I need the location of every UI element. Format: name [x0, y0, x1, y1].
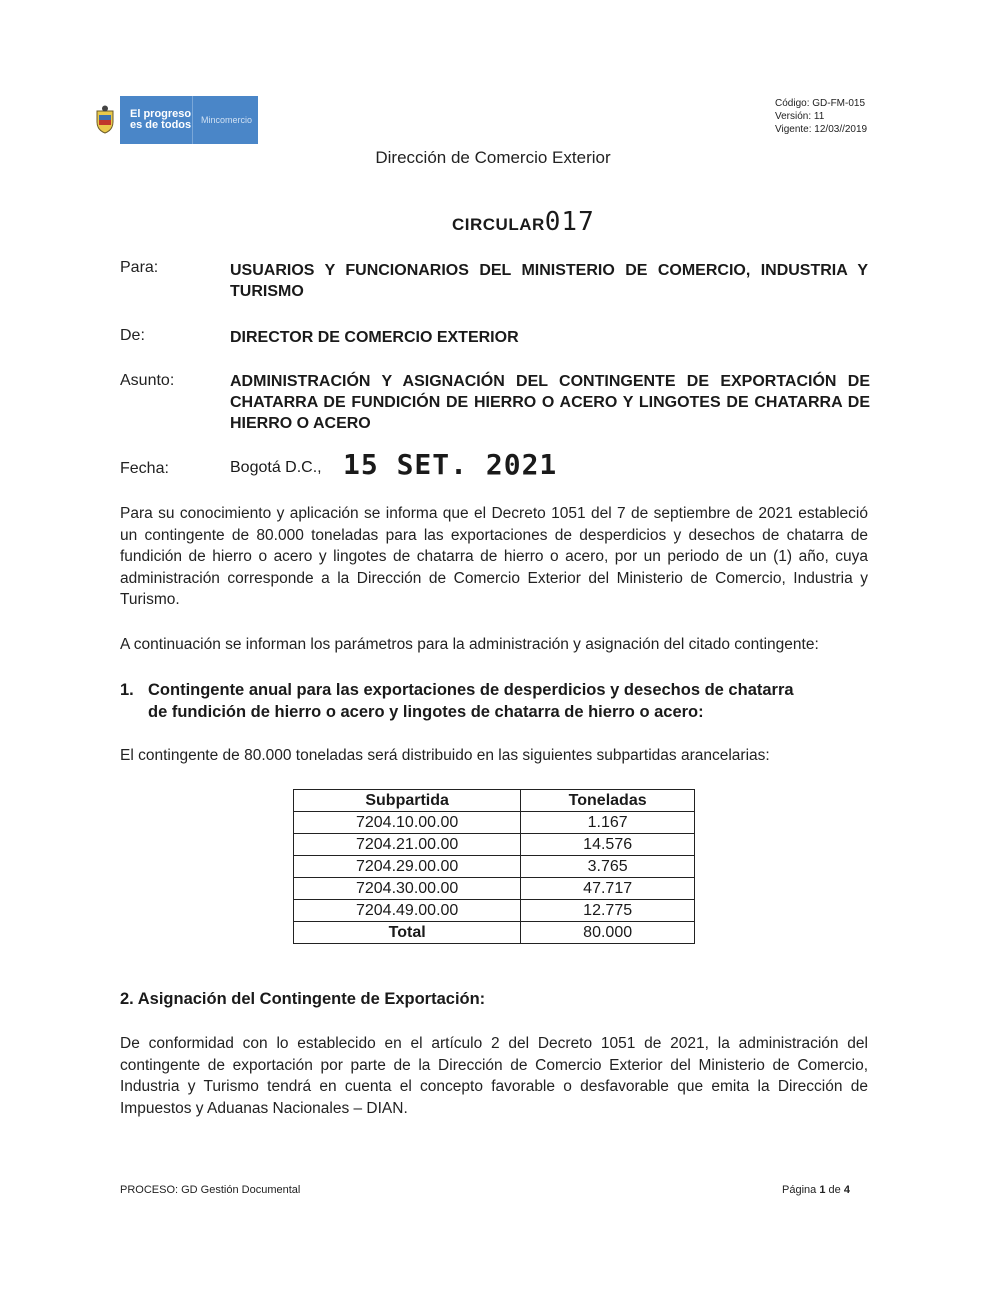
subpartida-cell: 7204.10.00.00 — [294, 812, 521, 834]
toneladas-cell: 3.765 — [521, 856, 695, 878]
to-value: USUARIOS Y FUNCIONARIOS DEL MINISTERIO DE COMERCIO, INDUSTRIA Y TURISMO — [230, 262, 868, 300]
section-2-heading: 2. Asignación del Contingente de Exportación: — [120, 990, 486, 1008]
date-label: Fecha: — [120, 460, 169, 477]
total-label: Total — [294, 922, 521, 944]
logo-line-1: El progreso — [130, 108, 192, 120]
footer-page-number — [782, 1184, 850, 1196]
circular-number: 017 — [544, 207, 595, 237]
circular-label: CIRCULAR — [452, 215, 545, 234]
date-stamp: 15 SET. 2021 — [343, 448, 558, 481]
toneladas-cell: 14.576 — [521, 834, 695, 856]
table-row — [294, 900, 695, 922]
table-row — [294, 834, 695, 856]
footer-process: PROCESO: GD Gestión Documental — [120, 1184, 301, 1196]
table-row — [294, 878, 695, 900]
to-label: Para: — [120, 259, 159, 276]
parameters-paragraph: A continuación se informan los parámetros para la administración y asignación del citado contingente: — [120, 636, 819, 653]
toneladas-cell: 1.167 — [521, 812, 695, 834]
subject-value: ADMINISTRACIÓN Y ASIGNACIÓN DEL CONTINGENTE DE EXPORTACIÓN DE CHATARRA DE FUNDICIÓN DE HIERRO O ACERO Y LINGOTES DE CHATARRA DE HIERRO O ACERO — [230, 373, 870, 432]
total-value: 80.000 — [521, 922, 695, 944]
logo-line-2: es de todos — [130, 119, 192, 131]
coat-of-arms-icon — [90, 96, 120, 144]
subpartida-cell: 7204.29.00.00 — [294, 856, 521, 878]
page-total: 4 — [843, 1184, 850, 1196]
circular-title — [452, 207, 595, 237]
document-codes — [775, 97, 867, 136]
assignment-paragraph: De conformidad con lo establecido en el artículo 2 del Decreto 1051 de 2021, la administración del contingente de exportación por parte de la Dirección de Comercio Exterior del Ministerio de Comercio, Industria y Turismo tendrá en cuenta el concepto favorable o desfavorable que emita la Dirección de Impuestos y Aduanas Nacionales – DIAN. — [120, 1035, 868, 1117]
logo-slogan — [120, 96, 192, 144]
header-subpartida: Subpartida — [294, 790, 521, 812]
doc-version: Versión: 11 — [775, 111, 825, 122]
from-value: DIRECTOR DE COMERCIO EXTERIOR — [230, 329, 519, 346]
subpartida-cell: 7204.30.00.00 — [294, 878, 521, 900]
subpartida-cell: 7204.49.00.00 — [294, 900, 521, 922]
section-1-title-line-1: Contingente anual para las exportaciones de desperdicios y desechos de chatarra — [148, 681, 794, 699]
page-word: Página — [782, 1184, 817, 1196]
toneladas-cell: 12.775 — [521, 900, 695, 922]
subpartida-cell: 7204.21.00.00 — [294, 834, 521, 856]
table-total-row — [294, 922, 695, 944]
table-row — [294, 812, 695, 834]
page-of: de — [828, 1184, 841, 1196]
toneladas-cell: 47.717 — [521, 878, 695, 900]
quota-table — [293, 789, 695, 944]
page-current: 1 — [819, 1184, 826, 1196]
header-toneladas: Toneladas — [521, 790, 695, 812]
section-1-title-line-2: de fundición de hierro o acero y lingotes de chatarra de hierro o acero: — [148, 703, 704, 721]
section-1-index: 1. — [120, 681, 134, 699]
from-label: De: — [120, 327, 145, 344]
subject-label: Asunto: — [120, 372, 175, 389]
ministry-logo — [90, 96, 258, 144]
table-header-row — [294, 790, 695, 812]
doc-valid-date: Vigente: 12/03//2019 — [775, 124, 868, 135]
distribution-paragraph: El contingente de 80.000 toneladas será distribuido en las siguientes subpartidas arancelarias: — [120, 747, 770, 764]
table-row — [294, 856, 695, 878]
date-place: Bogotá D.C., — [230, 459, 322, 476]
logo-ministry: Mincomercio — [192, 96, 258, 144]
intro-paragraph: Para su conocimiento y aplicación se informa que el Decreto 1051 del 7 de septiembre de 2021 estableció un contingente de 80.000 toneladas para las exportaciones de desperdicios y desechos de chatarra de fundición de hierro o acero y lingotes de chatarra de hierro o acero, por un periodo de un (1) año, cuya administración corresponde a la Dirección de Comercio Exterior del Ministerio de Comercio, Industria y Turismo. — [120, 505, 868, 609]
section-1-heading — [120, 679, 870, 723]
department-title: Dirección de Comercio Exterior — [375, 148, 611, 167]
doc-code: Código: GD-FM-015 — [775, 98, 866, 109]
